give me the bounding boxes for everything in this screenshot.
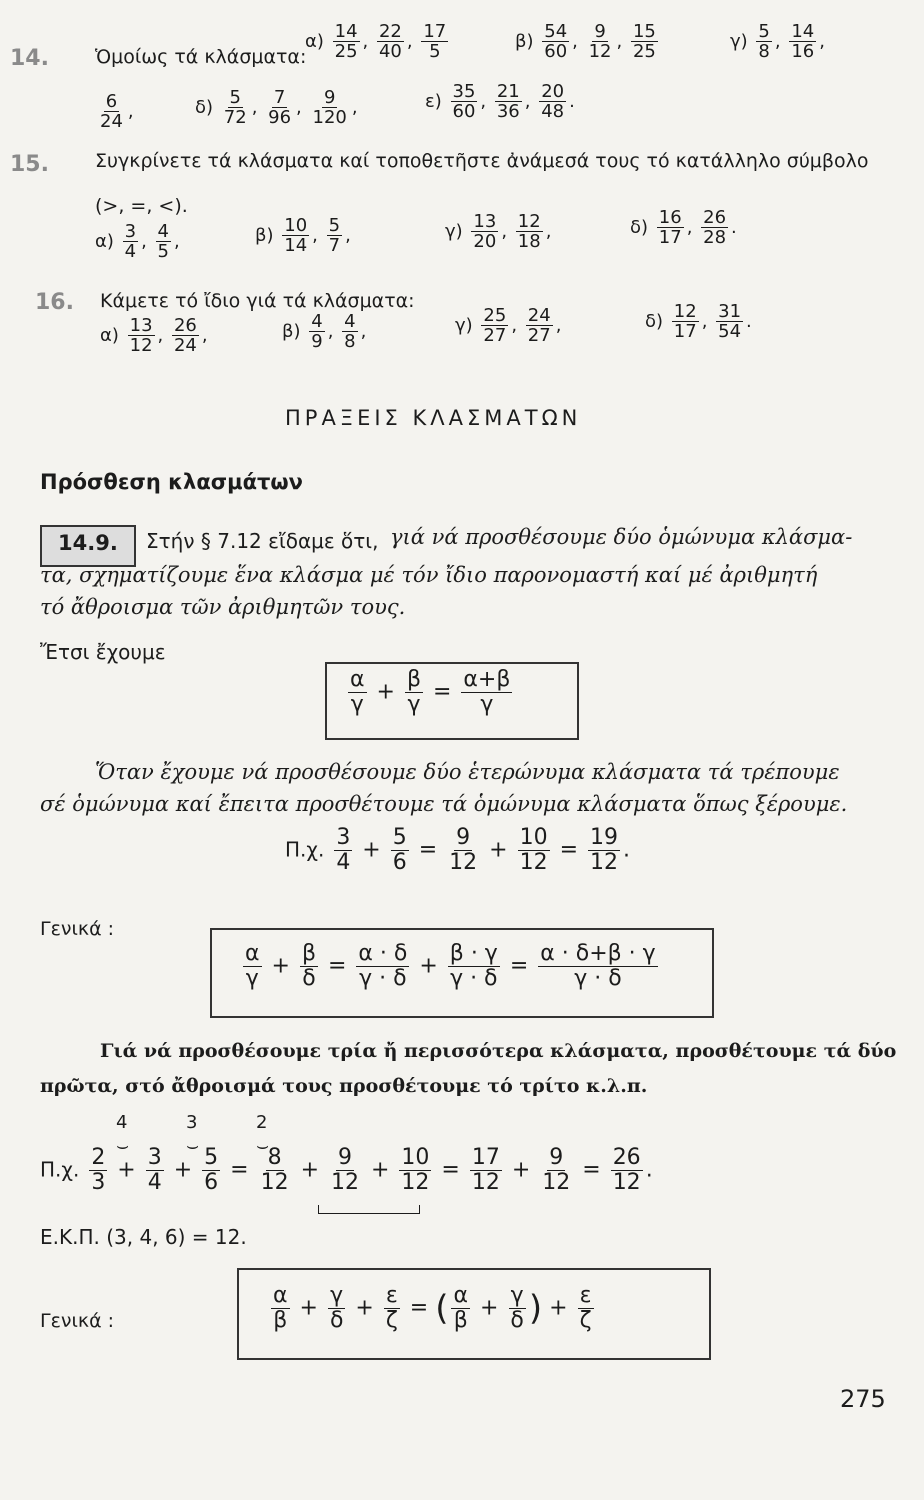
formula-same-denominator: $\frac{\alpha}{\gamma}$ + $\frac{\beta}{\gamma}$ = $\frac{\alpha+\beta}{\gamma}$ — [350, 667, 511, 717]
subsection-title: Πρόσθεση κλασμάτων — [40, 470, 303, 494]
fraction: $\frac{21}{36}$ — [496, 81, 520, 123]
fraction: $\frac{6}{24}$ — [100, 91, 123, 133]
exercise-15-number: 15. — [10, 152, 49, 177]
fraction: $\frac{\varepsilon}{\zeta}$ — [385, 1283, 398, 1333]
fraction: $\frac{13}{20}$ — [473, 211, 497, 253]
fraction: $\frac{\beta \cdot \gamma}{\gamma \cdot \delta}$ — [449, 941, 498, 991]
fraction: $\frac{35}{60}$ — [452, 81, 476, 123]
fraction: $\frac{26}{12}$ — [612, 1145, 641, 1195]
paragraph-line-1: γιά νά προσθέσουμε δύο ὁμώνυμα κλάσμα- — [390, 525, 853, 549]
fraction: $\frac{14}{16}$ — [791, 21, 815, 63]
fraction: $\frac{\alpha}{\beta}$ — [453, 1283, 468, 1333]
fraction: $\frac{9}{12}$ — [331, 1145, 359, 1195]
exercise-15a: α) $\frac{3}{4}$ , $\frac{4}{5}$ , — [95, 221, 180, 263]
grouping-bracket — [318, 1205, 420, 1214]
fraction: $\frac{3}{4}$ — [124, 221, 137, 263]
fraction: $\frac{10}{12}$ — [401, 1145, 430, 1195]
exercise-14a: α) $\frac{14}{25}$ , $\frac{22}{40}$ , $\frac{17}{5}$ — [305, 21, 447, 63]
fraction: $\frac{19}{12}$ — [590, 825, 618, 875]
brace-icon: ⌣ — [116, 1133, 130, 1157]
fraction: $\frac{\gamma}{\delta}$ — [329, 1283, 344, 1333]
fraction: $\frac{31}{54}$ — [718, 301, 742, 343]
three-fractions-line-1: Γιά νά προσθέσουμε τρία ἤ περισσότερα κλάσματα, προσθέτουμε τά δύο — [100, 1040, 897, 1062]
fraction: $\frac{14}{25}$ — [334, 21, 358, 63]
fraction: $\frac{26}{24}$ — [173, 315, 197, 357]
formula-general-sum: $\frac{\alpha}{\gamma}$ + $\frac{\beta}{\delta}$ = $\frac{\alpha \cdot \delta}{\gamma \cdot \delta}$ + $\frac{\beta \cdot \gamma}{\gamma \cdot \delta}$ = $\frac{\alpha \cdot \delta+\beta \cdot \gamma}{\gamma \cdot \delta}$ — [245, 941, 656, 991]
exercise-14-text: Ὁμοίως τά κλάσματα: — [95, 46, 307, 68]
fraction: $\frac{13}{12}$ — [129, 315, 153, 357]
general-label-2: Γενικά : — [40, 1310, 115, 1332]
hetero-line-2: σέ ὁμώνυμα καί ἔπειτα προσθέτουμε τά ὁμώνυμα κλάσματα ὅπως ξέρουμε. — [40, 792, 848, 816]
fraction: $\frac{5}{7}$ — [328, 215, 341, 257]
fraction: $\frac{16}{17}$ — [658, 207, 682, 249]
fraction: $\frac{7}{96}$ — [268, 87, 292, 129]
fraction: $\frac{\alpha}{\beta}$ — [273, 1283, 288, 1333]
exercise-15c: γ) $\frac{13}{20}$ , $\frac{12}{18}$ , — [445, 211, 552, 253]
exercise-14e: ε) $\frac{35}{60}$ , $\frac{21}{36}$ , $\frac{20}{48}$ . — [425, 81, 575, 123]
brace-icon: ⌣ — [256, 1133, 270, 1157]
paragraph-line-2: τα, σχηματίζουμε ἕνα κλάσμα μέ τόν ἴδιο παρονομαστή καί μέ ἀριθμητή — [40, 563, 818, 587]
exercise-15d: δ) $\frac{16}{17}$ , $\frac{26}{28}$ . — [630, 207, 737, 249]
fraction: $\frac{8}{12}$ — [260, 1145, 289, 1195]
exercise-14c: γ) $\frac{5}{8}$ , $\frac{14}{16}$ , — [730, 21, 825, 63]
fraction: $\frac{\alpha}{\gamma}$ — [350, 667, 365, 717]
fraction: $\frac{\alpha \cdot \delta+\beta \cdot \gamma}{\gamma \cdot \delta}$ — [540, 941, 656, 991]
fraction: $\frac{\varepsilon}{\zeta}$ — [579, 1283, 592, 1333]
fraction: $\frac{\gamma}{\delta}$ — [510, 1283, 524, 1333]
example-hetero-sum: Π.χ. $\frac{3}{4}$ + $\frac{5}{6}$ = $\frac{9}{12}$ + $\frac{10}{12}$ = $\frac{19}{12}$ . — [285, 825, 630, 875]
fraction: $\frac{9}{12}$ — [449, 825, 478, 875]
fraction: $\frac{10}{14}$ — [284, 215, 308, 257]
paragraph-number: 14.9. — [58, 531, 118, 555]
fraction: $\frac{12}{17}$ — [673, 301, 697, 343]
fraction: $\frac{4}{9}$ — [311, 311, 323, 353]
fraction: $\frac{4}{8}$ — [344, 311, 356, 353]
exercise-16-number: 16. — [35, 290, 74, 315]
general-label-1: Γενικά : — [40, 918, 115, 940]
exercise-14-number: 14. — [10, 46, 49, 71]
hetero-line-1: Ὅταν ἔχουμε νά προσθέσουμε δύο ἑτερώνυμα κλάσματα τά τρέπουμε — [95, 760, 840, 784]
brace-icon: ⌣ — [186, 1133, 200, 1157]
fraction: $\frac{10}{12}$ — [519, 825, 548, 875]
section-title: ΠΡΑΞΕΙΣ ΚΛΑΣΜΑΤΩΝ — [285, 406, 582, 430]
fraction: $\frac{17}{5}$ — [423, 21, 447, 63]
fraction: $\frac{\alpha+\beta}{\gamma}$ — [463, 667, 511, 717]
exercise-14d: δ) $\frac{5}{72}$ , $\frac{7}{96}$ , $\frac{9}{120}$ , — [195, 87, 358, 129]
exercise-15b: β) $\frac{10}{14}$ , $\frac{5}{7}$ , — [255, 215, 351, 257]
formula-associative: $\frac{\alpha}{\beta}$ + $\frac{\gamma}{\delta}$ + $\frac{\varepsilon}{\zeta}$ = ( $\frac{\alpha}{\beta}$ + $\frac{\gamma}{\delta}$ ) + $\frac{\varepsilon}{\zeta}$ — [273, 1283, 592, 1333]
lcm-text: Ε.Κ.Π. (3, 4, 6) = 12. — [40, 1225, 247, 1249]
fraction: $\frac{2}{3}$ — [91, 1145, 106, 1195]
multiplier-3: 2 ⌣ — [256, 1112, 270, 1157]
etsi-text: Ἔτσι ἔχουμε — [40, 640, 166, 664]
multiplier-2: 3 ⌣ — [186, 1112, 200, 1157]
fraction: $\frac{5}{6}$ — [204, 1145, 219, 1195]
example-three-sum: Π.χ. $\frac{2}{3}$ + $\frac{3}{4}$ + $\frac{5}{6}$ = $\frac{8}{12}$ + $\frac{9}{12}$ + $\frac{10}{12}$ = $\frac{17}{12}$ + $\frac{9}{12}$ = $\frac{26}{12}$ . — [40, 1145, 653, 1195]
fraction: $\frac{12}{18}$ — [517, 211, 541, 253]
exercise-16a: α) $\frac{13}{12}$ , $\frac{26}{24}$ , — [100, 315, 208, 357]
fraction: $\frac{\alpha}{\gamma}$ — [245, 941, 260, 991]
fraction: $\frac{\beta}{\delta}$ — [301, 941, 316, 991]
exercise-14b: β) $\frac{54}{60}$ , $\frac{9}{12}$ , $\frac{15}{25}$ — [515, 21, 656, 63]
fraction: $\frac{22}{40}$ — [378, 21, 402, 63]
fraction: $\frac{9}{12}$ — [588, 21, 612, 63]
fraction: $\frac{17}{12}$ — [471, 1145, 500, 1195]
exercise-16-text: Κάμετε τό ἴδιο γιά τά κλάσματα: — [100, 290, 415, 312]
multiplier-1: 4 ⌣ — [116, 1112, 130, 1157]
exercise-16d: δ) $\frac{12}{17}$ , $\frac{31}{54}$ . — [645, 301, 752, 343]
fraction: $\frac{5}{8}$ — [758, 21, 770, 63]
fraction: $\frac{3}{4}$ — [147, 1145, 162, 1195]
fraction: $\frac{5}{6}$ — [392, 825, 407, 875]
fraction: $\frac{25}{27}$ — [483, 305, 507, 347]
fraction: $\frac{\beta}{\gamma}$ — [406, 667, 421, 717]
fraction: $\frac{4}{5}$ — [157, 221, 169, 263]
fraction: $\frac{26}{28}$ — [703, 207, 727, 249]
exercise-16c: γ) $\frac{25}{27}$ , $\frac{24}{27}$ , — [455, 305, 562, 347]
fraction: $\frac{9}{120}$ — [312, 87, 347, 129]
fraction: $\frac{24}{27}$ — [527, 305, 551, 347]
fraction: $\frac{\alpha \cdot \delta}{\gamma \cdot \delta}$ — [358, 941, 408, 991]
paragraph-lead: Στήν § 7.12 εἴδαμε ὅτι, — [146, 529, 379, 553]
exercise-15-symbols: (>, =, <). — [95, 195, 188, 217]
three-fractions-line-2: πρῶτα, στό ἄθροισμά τους προσθέτουμε τό τρίτο κ.λ.π. — [40, 1075, 648, 1097]
fraction: $\frac{20}{48}$ — [541, 81, 565, 123]
paragraph-line-3: τό ἄθροισμα τῶν ἀριθμητῶν τους. — [40, 595, 406, 619]
exercise-15-text: Συγκρίνετε τά κλάσματα καί τοποθετῆστε ἀνάμεσά τους τό κατάλληλο σύμβολο — [95, 150, 869, 172]
fraction: $\frac{3}{4}$ — [336, 825, 351, 875]
fraction: $\frac{5}{72}$ — [223, 87, 247, 129]
exercise-16b: β) $\frac{4}{9}$ , $\frac{4}{8}$ , — [282, 311, 367, 353]
fraction: $\frac{54}{60}$ — [544, 21, 568, 63]
fraction: $\frac{15}{25}$ — [632, 21, 656, 63]
fraction: $\frac{9}{12}$ — [542, 1145, 571, 1195]
page-number: 275 — [840, 1385, 886, 1413]
exercise-14c-cont: $\frac{6}{24}$ , — [100, 91, 134, 133]
